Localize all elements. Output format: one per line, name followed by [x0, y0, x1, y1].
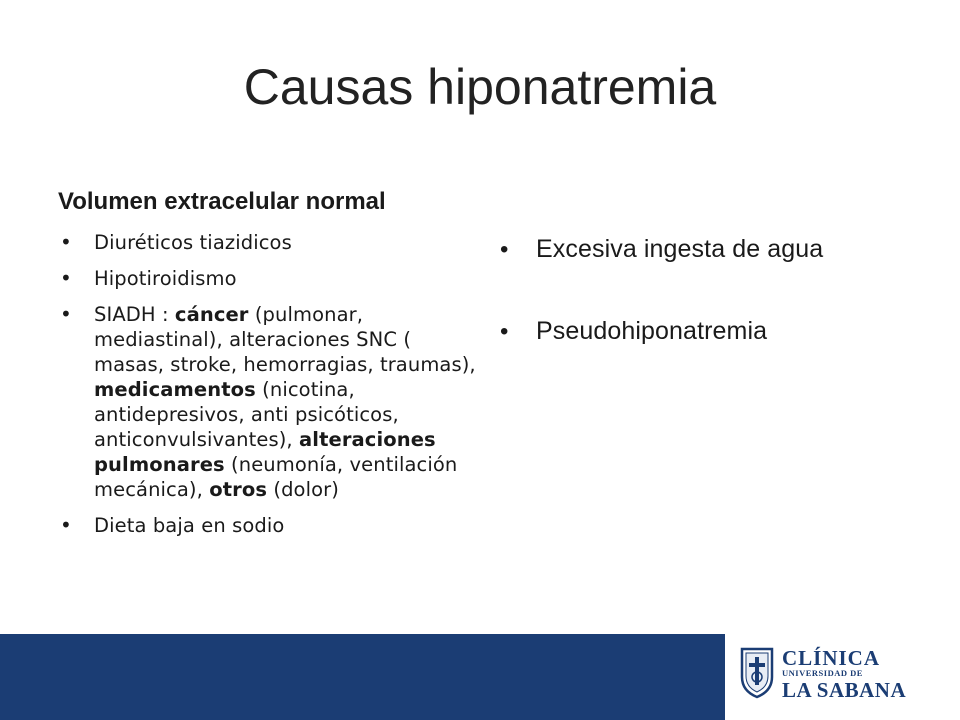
- text-segment: (pulmonar, mediastinal), alteraciones SNC ( masas, stroke, hemorragias, traumas),: [94, 303, 476, 376]
- list-item-text: Diuréticos tiazidicos: [94, 231, 292, 254]
- slide-title: Causas hiponatremia: [243, 59, 717, 115]
- text-segment: (dolor): [267, 478, 339, 501]
- list-item-text: Pseudohiponatremia: [536, 317, 768, 345]
- logo-line-3: LA SABANA: [782, 678, 907, 702]
- list-item-text: Excesiva ingesta de agua: [536, 235, 824, 263]
- right-bullet-list: [498, 234, 938, 346]
- list-item: [58, 230, 478, 255]
- list-item: [58, 513, 478, 538]
- list-item-text: Hipotiroidismo: [94, 267, 237, 290]
- list-item: [498, 316, 938, 346]
- clinic-logo: [725, 634, 960, 720]
- subheading: Volumen extracelular normal: [58, 188, 386, 215]
- text-segment: SIADH :: [94, 303, 175, 326]
- list-item-text: Dieta baja en sodio: [94, 514, 285, 537]
- left-column: [58, 188, 478, 549]
- text-segment: (nicotina, antidepresivos, anti psicóticos, anticonvulsivantes),: [94, 378, 399, 451]
- shield-icon: [740, 647, 774, 699]
- bold-segment-pulmonares: alteraciones pulmonares: [94, 428, 436, 476]
- list-item: [498, 234, 938, 264]
- list-item-siadh: [58, 302, 478, 502]
- left-bullet-list: [58, 230, 478, 538]
- logo-text: [782, 648, 906, 701]
- bold-segment-otros: otros: [209, 478, 268, 501]
- bold-segment-cancer: cáncer: [174, 303, 249, 326]
- right-column: [498, 234, 938, 398]
- logo-line-2: UNIVERSIDAD DE: [782, 668, 863, 678]
- bold-segment-medicamentos: medicamentos: [94, 378, 256, 401]
- logo-line-1: CLÍNICA: [782, 646, 881, 670]
- text-segment: (neumonía, ventilación mecánica),: [94, 453, 458, 501]
- list-item: [58, 266, 478, 291]
